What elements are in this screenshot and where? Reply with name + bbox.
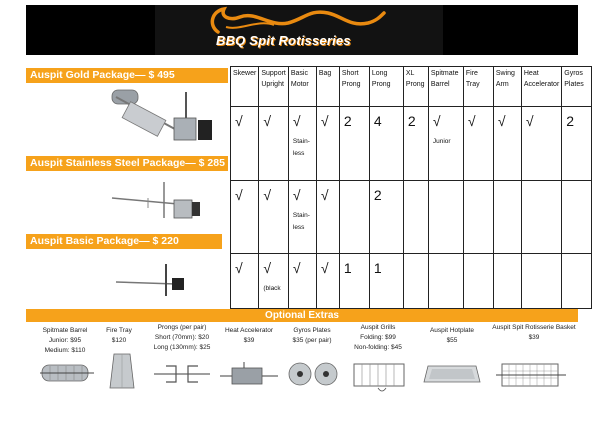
table-cell [562,254,592,309]
header-spitmate-barrel: Spitmate Barrel [428,67,463,107]
table-cell: 4 [369,107,403,181]
extra-auspit-hotplate [420,326,484,346]
gold-package-label: Auspit Gold Package— $ 495 [26,68,228,83]
table-cell [521,254,561,309]
table-row-gold [231,107,592,181]
table-header-row [231,67,592,107]
table-cell: √ [259,181,289,254]
cell-mark: √ [263,260,272,276]
table-cell [403,181,428,254]
header-short-prong: Short Prong [339,67,369,107]
extra-price: Junior: $95 [48,337,82,344]
gyros-plates-icon [284,358,342,392]
table-cell: 2 [339,107,369,181]
hotplate-icon [422,362,482,386]
header-long-prong: Long Prong [369,67,403,107]
cell-mark: √ [292,187,301,203]
basic-package-label: Auspit Basic Package— $ 220 [26,234,222,249]
header-bag: Bag [316,67,339,107]
table-cell [403,254,428,309]
header-basic-motor: Basic Motor [288,67,316,107]
stainless-package-image [108,178,218,228]
header-fire-tray: Fire Tray [463,67,493,107]
extra-name: Auspit Spit Rotisserie Basket [492,324,576,331]
extra-price: $55 [446,337,458,344]
table-cell: 2 [369,181,403,254]
basic-package-image [112,262,192,302]
cell-note: Stain-less [292,212,310,231]
header-swing-arm: Swing Arm [493,67,521,107]
table-cell: √ [463,107,493,181]
extra-name: Fire Tray [106,327,132,334]
table-cell: √ [231,181,259,254]
table-cell: √ [288,254,316,309]
cell-mark: √ [432,113,441,129]
header-gyros-plates: Gyros Plates [562,67,592,107]
extra-name: Prongs (per pair) [157,324,207,331]
extra-price: Non-folding: $45 [354,344,402,351]
cell-note: Junior [432,138,451,145]
heat-accelerator-icon [220,360,278,390]
extra-price: $35 (per pair) [292,337,332,344]
extra-price: $39 [243,337,255,344]
cell-note: Stain-less [292,138,310,157]
extra-rotisserie-basket [488,323,580,343]
extra-name: Heat Accelerator [224,327,274,334]
table-cell: √ [231,254,259,309]
table-cell [493,254,521,309]
table-cell [288,181,316,254]
extra-name: Spitmate Barrel [42,327,88,334]
table-cell: 2 [562,107,592,181]
table-cell: √ [316,107,339,181]
extra-price: Medium: $110 [44,347,86,354]
extra-auspit-grills [347,323,409,353]
table-cell [562,181,592,254]
extra-heat-accelerator [218,326,280,346]
extra-fire-tray [100,326,138,346]
cell-mark: √ [292,113,301,129]
table-cell: √ [521,107,561,181]
extra-price: Folding: $99 [360,334,396,341]
extra-price: $39 [528,334,540,341]
logo-text: BBQ Spit Rotisseries [216,33,351,48]
table-cell: √ [231,107,259,181]
extra-spitmate-barrel [34,326,96,356]
table-row-stainless [231,181,592,254]
table-cell: √ [316,181,339,254]
table-cell: √ [259,107,289,181]
extra-price: $120 [111,337,127,344]
table-cell [463,254,493,309]
optional-extras-title: Optional Extras [26,309,578,322]
table-cell [463,181,493,254]
comparison-table [230,66,592,309]
prongs-icon [154,360,210,388]
gold-package-image [104,84,224,154]
header-heat-accelerator: Heat Accelerator [521,67,561,107]
basket-icon [496,358,566,394]
extra-name: Auspit Grills [360,324,396,331]
grill-icon [350,360,412,396]
table-cell [259,254,289,309]
table-cell [288,107,316,181]
extra-gyros-plates [282,326,342,346]
barrel-icon [40,362,94,386]
cell-note: (black [263,285,281,292]
extra-price: Short (70mm): $20 [154,334,210,341]
table-cell [428,254,463,309]
table-cell [428,107,463,181]
table-cell: √ [316,254,339,309]
header-xl-prong: XL Prong [403,67,428,107]
table-cell [521,181,561,254]
table-cell [339,181,369,254]
extra-prongs [145,323,219,353]
extra-name: Gyros Plates [293,327,331,334]
table-cell: 1 [369,254,403,309]
table-cell [493,181,521,254]
table-cell [428,181,463,254]
extra-price: Long (130mm): $25 [153,344,211,351]
fire-tray-icon [108,352,136,390]
extra-name: Auspit Hotplate [429,327,475,334]
header-skewer: Skewer [231,67,259,107]
table-row-basic [231,254,592,309]
table-cell: √ [493,107,521,181]
flame-swirl-icon [200,5,390,35]
stainless-package-label: Auspit Stainless Steel Package— $ 285 [26,156,228,171]
header-support-upright: Support Upright [259,67,289,107]
table-cell: 1 [339,254,369,309]
table-cell: 2 [403,107,428,181]
